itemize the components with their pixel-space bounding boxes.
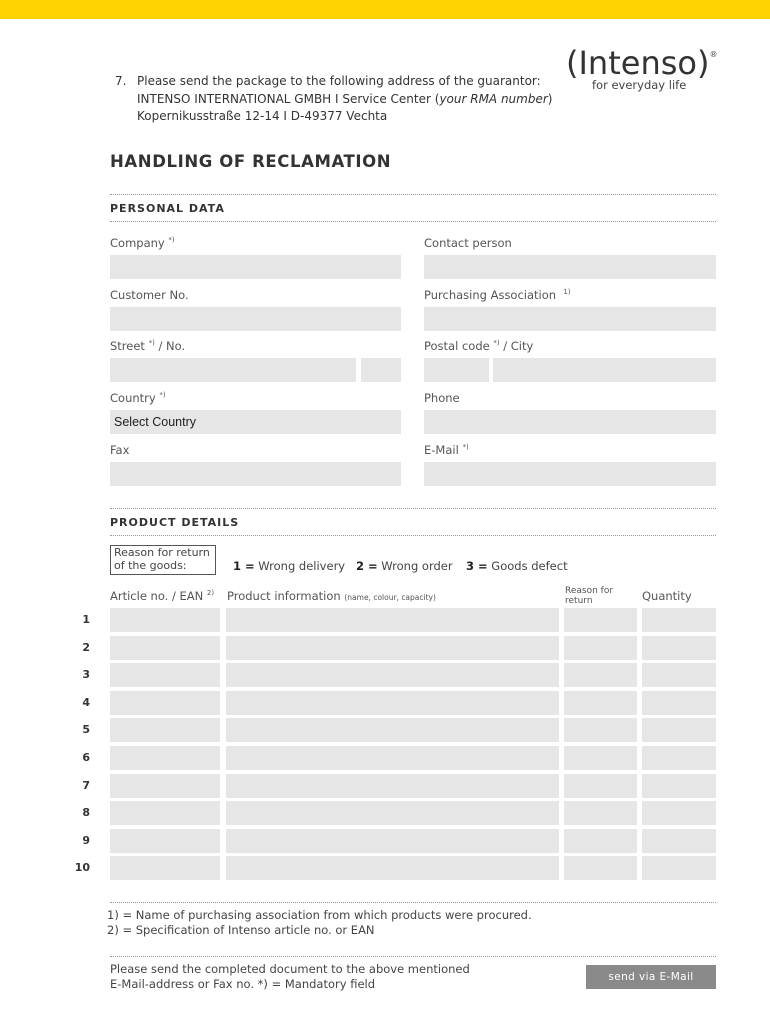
article-cell[interactable]: [110, 636, 220, 660]
customer-no-label: Customer No.: [110, 288, 189, 302]
house-no-field[interactable]: [361, 358, 401, 382]
reason-cell[interactable]: [564, 663, 637, 687]
article-cell[interactable]: [110, 691, 220, 715]
reason-cell[interactable]: [564, 691, 637, 715]
send-via-email-button[interactable]: send via E-Mail: [586, 965, 716, 989]
divider: [110, 902, 716, 903]
intro-line-3: Kopernikusstraße 12-14 I D-49377 Vechta: [137, 109, 388, 123]
contact-person-label: Contact person: [424, 236, 512, 250]
purchasing-association-field[interactable]: [424, 307, 716, 331]
reason-cell[interactable]: [564, 801, 637, 825]
page-title: HANDLING OF RECLAMATION: [110, 152, 392, 171]
row-number: 2: [82, 641, 90, 654]
row-number: 8: [82, 806, 90, 819]
article-cell[interactable]: [110, 774, 220, 798]
product-info-cell[interactable]: [226, 801, 559, 825]
purchasing-association-label: Purchasing Association $^{1)}$: [424, 288, 571, 302]
reason-for-return-box: Reason for return of the goods:: [110, 545, 216, 575]
intro-address: [115, 73, 552, 126]
row-number: 10: [74, 861, 90, 874]
product-info-cell[interactable]: [226, 856, 559, 880]
fax-field[interactable]: [110, 462, 401, 486]
email-label: E-Mail *): [424, 443, 469, 457]
reason-code-2: 2 = Wrong order: [356, 559, 453, 573]
product-info-cell[interactable]: [226, 663, 559, 687]
product-info-cell[interactable]: [226, 829, 559, 853]
quantity-cell[interactable]: [642, 829, 716, 853]
quantity-cell[interactable]: [642, 856, 716, 880]
intro-line-2-em: your RMA number: [439, 91, 548, 106]
reason-cell[interactable]: [564, 829, 637, 853]
intro-line-2-pre: INTENSO INTERNATIONAL GMBH I Service Center (: [137, 91, 440, 106]
step-number: 7.: [115, 74, 127, 88]
row-number: 4: [82, 696, 90, 709]
footnote-2: 2) = Specification of Intenso article no. or EAN: [107, 923, 375, 937]
email-field[interactable]: [424, 462, 716, 486]
article-cell[interactable]: [110, 856, 220, 880]
intenso-logo: [566, 44, 726, 92]
reason-code-1: 1 = Wrong delivery: [233, 559, 346, 573]
article-cell[interactable]: [110, 829, 220, 853]
product-info-cell[interactable]: [226, 774, 559, 798]
quantity-cell[interactable]: [642, 608, 716, 632]
postal-code-field[interactable]: [424, 358, 489, 382]
quantity-cell[interactable]: [642, 774, 716, 798]
article-cell[interactable]: [110, 746, 220, 770]
intro-line-1: Please send the package to the following address of the guarantor:: [137, 74, 541, 88]
city-field[interactable]: [493, 358, 716, 382]
contact-person-field[interactable]: [424, 255, 716, 279]
row-number: 7: [82, 779, 90, 792]
product-details-heading: PRODUCT DETAILS: [110, 516, 240, 529]
footnote-1: 1) = Name of purchasing association from which products were procured.: [107, 908, 532, 922]
reason-cell[interactable]: [564, 746, 637, 770]
divider: [110, 535, 716, 536]
col-reason-header: Reason for return: [565, 586, 614, 606]
quantity-cell[interactable]: [642, 663, 716, 687]
reason-cell[interactable]: [564, 608, 637, 632]
logo-tagline: for everyday life: [592, 78, 687, 92]
company-label: Company *): [110, 236, 175, 250]
country-label: Country *): [110, 391, 166, 405]
footer-line-2: E-Mail-address or Fax no. *) = Mandatory field: [110, 977, 376, 991]
article-cell[interactable]: [110, 608, 220, 632]
product-info-cell[interactable]: [226, 691, 559, 715]
quantity-cell[interactable]: [642, 746, 716, 770]
registered-mark: ®: [709, 50, 718, 59]
divider: [110, 194, 716, 195]
product-info-cell[interactable]: [226, 746, 559, 770]
phone-label: Phone: [424, 391, 460, 405]
divider: [110, 956, 716, 957]
quantity-cell[interactable]: [642, 636, 716, 660]
divider: [110, 508, 716, 509]
quantity-cell[interactable]: [642, 691, 716, 715]
divider: [110, 221, 716, 222]
personal-data-heading: PERSONAL DATA: [110, 202, 225, 215]
country-select[interactable]: Select Country: [110, 410, 401, 434]
intro-line-2-post: ): [547, 91, 553, 106]
company-field[interactable]: [110, 255, 401, 279]
reason-cell[interactable]: [564, 774, 637, 798]
col-quantity-header: Quantity: [642, 589, 692, 603]
quantity-cell[interactable]: [642, 718, 716, 742]
logo-wordmark: (Intenso): [566, 44, 710, 82]
product-info-cell[interactable]: [226, 608, 559, 632]
reason-cell[interactable]: [564, 718, 637, 742]
postal-code-label: Postal code *) / City: [424, 339, 534, 353]
article-cell[interactable]: [110, 718, 220, 742]
row-number: 3: [82, 668, 90, 681]
article-cell[interactable]: [110, 801, 220, 825]
footer-line-1: Please send the completed document to the above mentioned: [110, 962, 470, 976]
reason-cell[interactable]: [564, 636, 637, 660]
street-field[interactable]: [110, 358, 356, 382]
product-info-cell[interactable]: [226, 636, 559, 660]
reason-cell[interactable]: [564, 856, 637, 880]
col-product-header: Product information (name, colour, capacity): [227, 589, 436, 603]
fax-label: Fax: [110, 443, 130, 457]
customer-no-field[interactable]: [110, 307, 401, 331]
row-number: 1: [82, 613, 90, 626]
row-number: 5: [82, 723, 90, 736]
row-number: 9: [82, 834, 90, 847]
quantity-cell[interactable]: [642, 801, 716, 825]
street-label: Street *) / No.: [110, 339, 186, 353]
reason-code-3: 3 = Goods defect: [466, 559, 568, 573]
article-cell[interactable]: [110, 663, 220, 687]
product-info-cell[interactable]: [226, 718, 559, 742]
brand-top-bar: [0, 0, 770, 19]
col-article-header: Article no. / EAN $^{2)}$: [110, 589, 215, 603]
phone-field[interactable]: [424, 410, 716, 434]
row-number: 6: [82, 751, 90, 764]
